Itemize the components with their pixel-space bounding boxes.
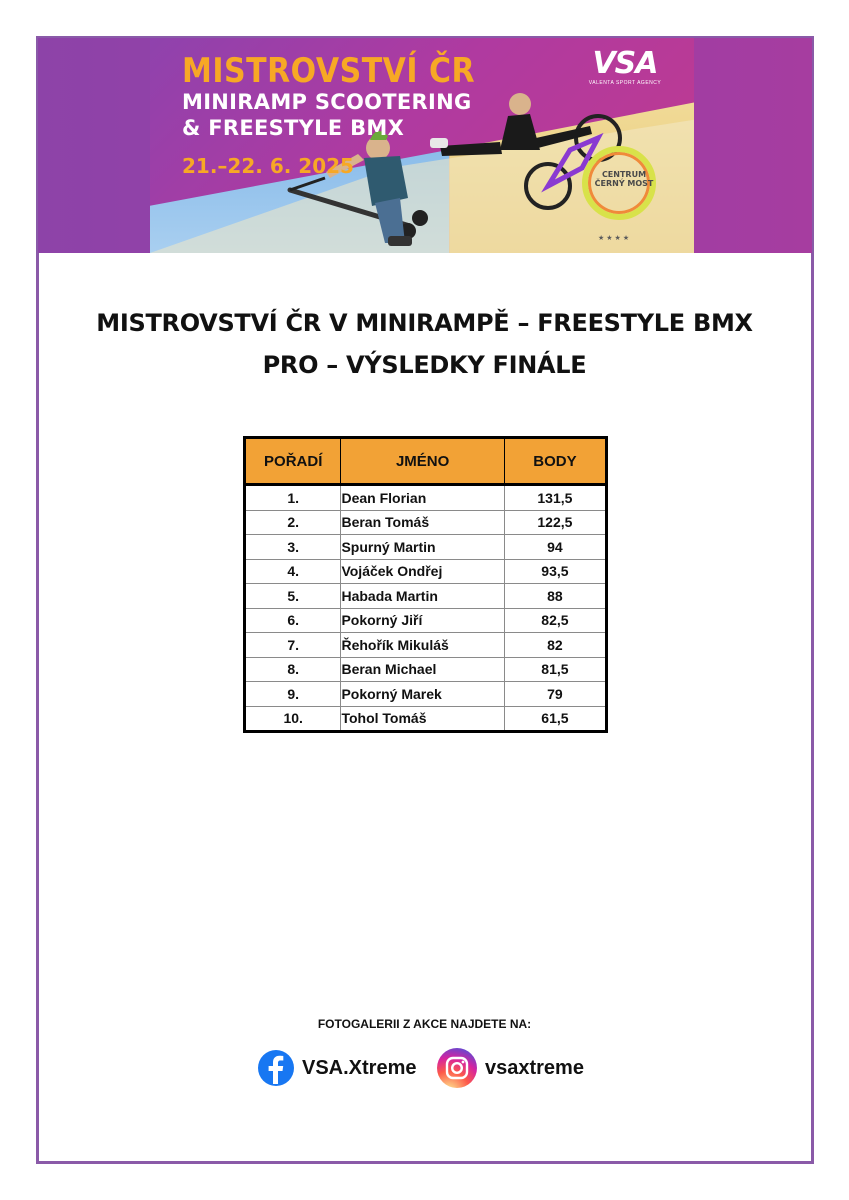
- rank-cell: 1.: [245, 485, 341, 511]
- instagram-icon: [437, 1048, 477, 1088]
- points-cell: 61,5: [504, 706, 606, 732]
- table-row: [245, 535, 607, 560]
- name-cell: Dean Florian: [341, 485, 504, 511]
- rank-cell: 6.: [245, 608, 341, 633]
- banner-artwork: [150, 38, 694, 253]
- rank-cell: 2.: [245, 510, 341, 535]
- name-cell: Beran Michael: [341, 657, 504, 682]
- table-row: [245, 633, 607, 658]
- points-cell: 88: [504, 584, 606, 609]
- rank-cell: 7.: [245, 633, 341, 658]
- page-heading: MISTROVSTVÍ ČR V MINIRAMPĚ – FREESTYLE BMX: [96, 309, 753, 337]
- rank-cell: 10.: [245, 706, 341, 732]
- points-cell: 82,5: [504, 608, 606, 633]
- table-row: [245, 559, 607, 584]
- points-cell: 94: [504, 535, 606, 560]
- rank-cell: 3.: [245, 535, 341, 560]
- table-row: [245, 608, 607, 633]
- event-banner: [38, 38, 812, 253]
- column-header-points: BODY: [504, 438, 606, 485]
- vsa-logo-subtitle: VALENTA SPORT AGENCY: [588, 80, 662, 86]
- instagram-label: vsaxtreme: [485, 1056, 584, 1079]
- points-cell: 79: [504, 682, 606, 707]
- points-cell: 93,5: [504, 559, 606, 584]
- points-cell: 131,5: [504, 485, 606, 511]
- table-row: [245, 485, 607, 511]
- name-cell: Habada Martin: [341, 584, 504, 609]
- vsa-logo: [580, 48, 670, 88]
- results-table: [243, 436, 608, 733]
- name-cell: Beran Tomáš: [341, 510, 504, 535]
- banner-subtitle-line2: & FREESTYLE BMX: [182, 116, 405, 140]
- facebook-link[interactable]: [258, 1048, 417, 1088]
- name-cell: Vojáček Ondřej: [341, 559, 504, 584]
- table-header-row: [245, 438, 607, 485]
- page-subheading: PRO – VÝSLEDKY FINÁLE: [262, 351, 587, 379]
- name-cell: Tohol Tomáš: [341, 706, 504, 732]
- rank-cell: 5.: [245, 584, 341, 609]
- rank-cell: 9.: [245, 682, 341, 707]
- table-row: [245, 510, 607, 535]
- banner-date: 21.–22. 6. 2025: [182, 154, 354, 178]
- vsa-logo-text: VSA: [592, 46, 658, 81]
- points-cell: 82: [504, 633, 606, 658]
- column-header-name: JMÉNO: [341, 438, 504, 485]
- rank-cell: 8.: [245, 657, 341, 682]
- instagram-link[interactable]: [437, 1048, 584, 1088]
- table-row: [245, 706, 607, 732]
- column-header-rank: POŘADÍ: [245, 438, 341, 485]
- name-cell: Řehořík Mikuláš: [341, 633, 504, 658]
- gallery-note: FOTOGALERII Z AKCE NAJDETE NA:: [317, 1017, 532, 1031]
- banner-title: MISTROVSTVÍ ČR: [182, 52, 476, 92]
- points-cell: 122,5: [504, 510, 606, 535]
- rank-cell: 4.: [245, 559, 341, 584]
- banner-subtitle-line1: MINIRAMP SCOOTERING: [182, 90, 472, 114]
- name-cell: Pokorný Jiří: [341, 608, 504, 633]
- facebook-icon: [258, 1050, 294, 1086]
- venue-stars: ★★★★: [598, 235, 632, 242]
- scooter-rider-figure: [290, 131, 428, 246]
- table-row: [245, 584, 607, 609]
- points-cell: 81,5: [504, 657, 606, 682]
- name-cell: Spurný Martin: [341, 535, 504, 560]
- table-row: [245, 657, 607, 682]
- table-row: [245, 682, 607, 707]
- facebook-label: VSA.Xtreme: [302, 1056, 417, 1079]
- name-cell: Pokorný Marek: [341, 682, 504, 707]
- venue-logo-text: CENTRUM ČERNÝ MOST: [594, 170, 654, 188]
